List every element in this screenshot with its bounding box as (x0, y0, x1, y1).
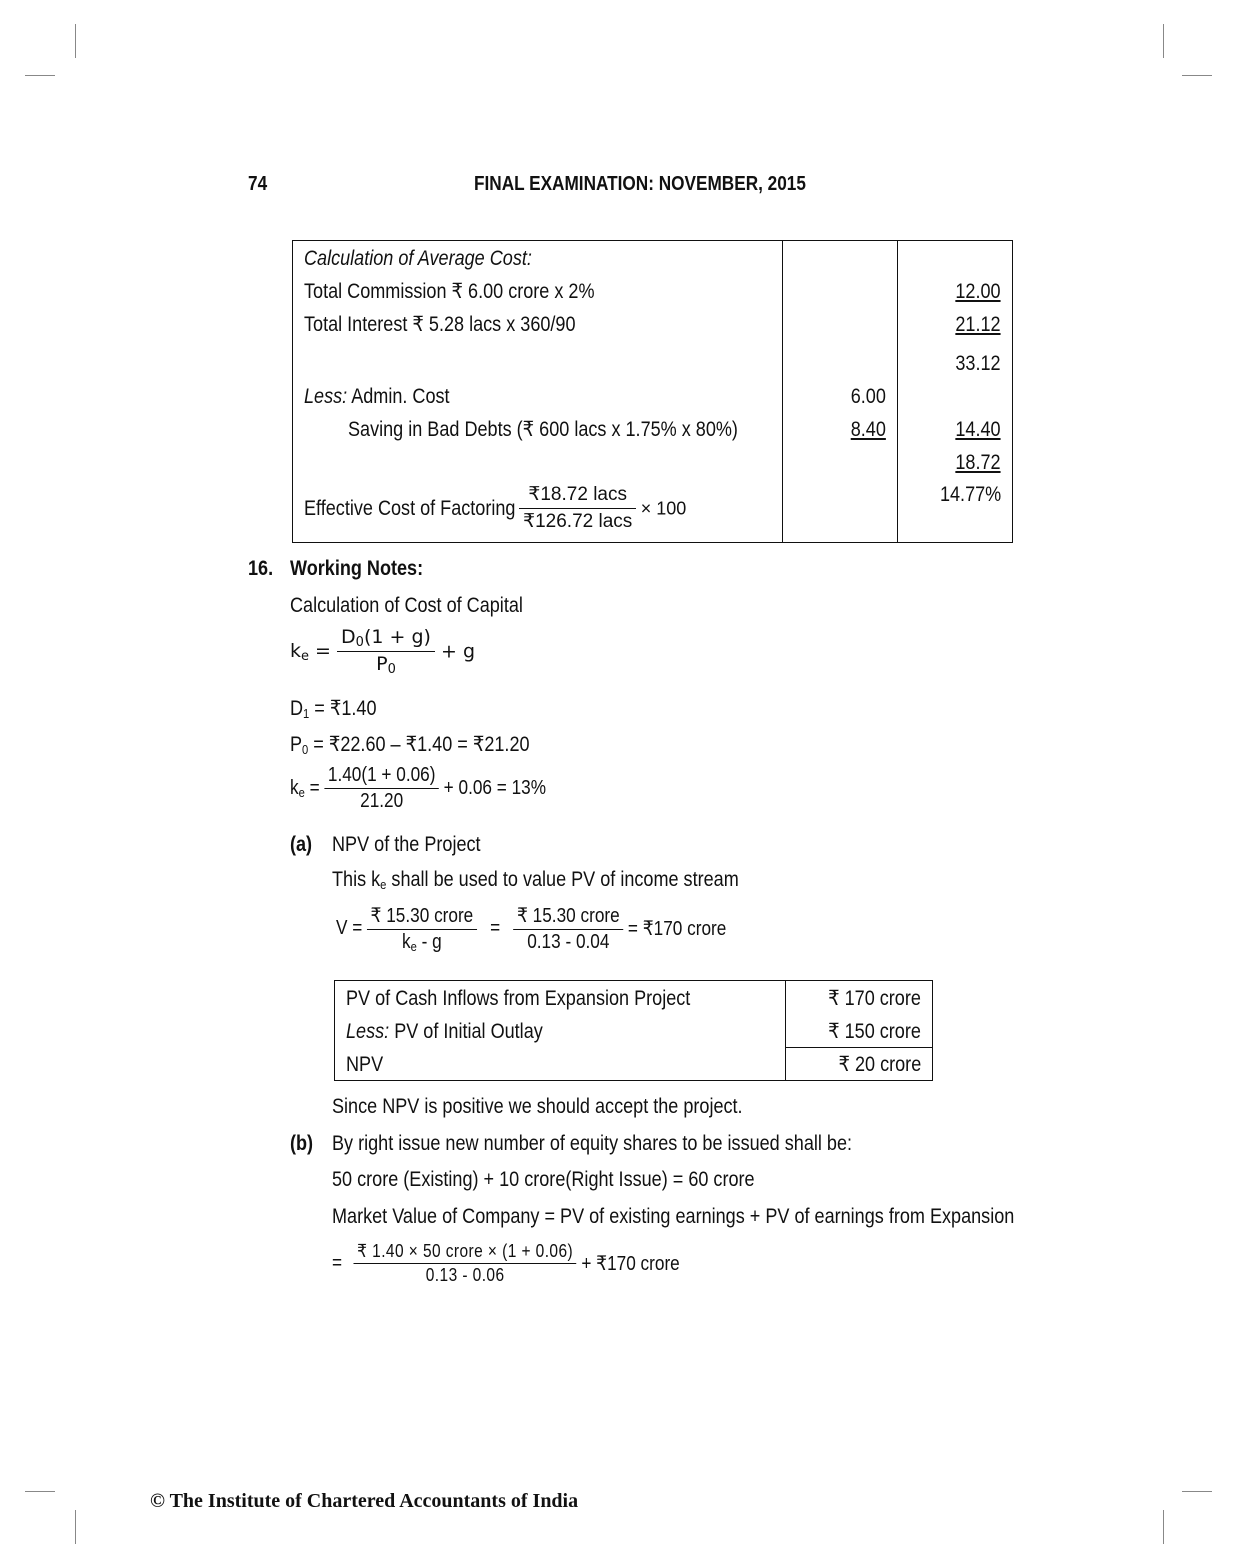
page-title: FINAL EXAMINATION: NOVEMBER, 2015 (474, 173, 806, 195)
p0-symbol: P (290, 733, 303, 756)
npv-row-label: PV of Cash Inflows from Expansion Project (346, 987, 691, 1010)
admin-cost-label: Admin. Cost (351, 385, 450, 408)
bad-debts-total: 14.40 (955, 418, 1001, 441)
part-b-label: (b) (290, 1132, 314, 1155)
commission-label: Total Commission ₹ 6.00 crore x 2% (304, 280, 595, 303)
average-cost-table (292, 240, 1013, 543)
npv-row-value: ₹ 170 crore (828, 987, 921, 1010)
v-den2: 0.13 - 0.04 (527, 931, 610, 953)
line1-subscript: e (380, 877, 387, 892)
crop-mark (1163, 24, 1164, 58)
effective-multiplier: × 100 (640, 498, 687, 519)
v-num1: ₹ 15.30 crore (367, 903, 477, 930)
p0-subscript: 0 (302, 742, 309, 757)
npv-row-value: ₹ 150 crore (828, 1020, 921, 1043)
outlay-label: PV of Initial Outlay (394, 1020, 543, 1043)
v-den1: k (402, 931, 411, 953)
v-den1-sub: e (410, 939, 417, 954)
effective-cost-fraction (519, 483, 686, 534)
growth-term: (1 + g) (363, 626, 431, 648)
effective-cost-value: 14.77% (939, 483, 1001, 506)
d1-symbol: D (290, 697, 304, 720)
value-formula (336, 903, 726, 954)
d0-symbol: D (341, 626, 356, 648)
page-number: 74 (248, 173, 268, 195)
less-label: Less: (346, 1020, 390, 1043)
v-den1-rest: - g (416, 931, 442, 953)
npv-row-label (346, 1020, 543, 1044)
interest-label: Total Interest ₹ 5.28 lacs x 360/90 (304, 313, 576, 336)
question-number: 16. (248, 557, 274, 580)
admin-cost-row (304, 385, 450, 409)
subtotal-value: 33.12 (955, 352, 1001, 375)
d0-subscript: 0 (355, 635, 364, 650)
copyright-footer: © The Institute of Chartered Accountants of India (150, 1490, 579, 1512)
table-heading: Calculation of Average Cost: (304, 247, 532, 270)
ke-calc-numerator: 1.40(1 + 0.06) (324, 764, 438, 789)
bad-debts-label: Saving in Bad Debts (₹ 600 lacs x 1.75% x 80%) (348, 418, 738, 441)
ke-symbol: k (290, 639, 302, 662)
market-value-formula (332, 1241, 680, 1286)
d1-value: = ₹1.40 (309, 697, 377, 720)
plus-g: + g (440, 640, 476, 663)
crop-mark (25, 75, 55, 76)
part-b-line2: 50 crore (Existing) + 10 crore(Right Issue) = 60 crore (332, 1168, 755, 1191)
mv-numerator: ₹ 1.40 × 50 crore × (1 + 0.06) (354, 1241, 577, 1264)
part-a-title: NPV of the Project (332, 833, 481, 856)
crop-mark (75, 1510, 76, 1544)
p0-line (290, 733, 530, 762)
npv-row-value: ₹ 20 crore (838, 1053, 921, 1076)
part-b-line1: By right issue new number of equity shares to be issued shall be: (332, 1132, 853, 1155)
ke-calculation: $k_e$ = $\frac{1.40(1 + 0.06)}{21.20}$ + 0.06 = 13% (290, 764, 547, 812)
npv-row-label: NPV (346, 1053, 384, 1076)
mv-denominator: 0.13 - 0.06 (425, 1265, 505, 1285)
part-a-line1 (332, 868, 739, 897)
ke-subscript: e (301, 648, 310, 664)
mv-eq: = (332, 1252, 343, 1274)
v-lhs: V = (336, 917, 363, 939)
crop-mark (75, 24, 76, 58)
admin-cost-value: 6.00 (850, 385, 886, 408)
p0-symbol: P (376, 653, 388, 675)
effective-denominator: ₹126.72 lacs (523, 511, 633, 532)
npv-table (334, 980, 933, 1081)
less-label: Less: (304, 385, 348, 408)
ke-formula: $k_e$ = $\frac{D_0(1 + g)}{P_0}$ + g (290, 626, 476, 677)
p0-subscript: 0 (387, 662, 396, 677)
crop-mark (25, 1491, 55, 1492)
page-header (248, 172, 1008, 196)
effective-cost-label: Effective Cost of Factoring (304, 497, 516, 520)
crop-mark (1182, 75, 1212, 76)
part-a-conclusion: Since NPV is positive we should accept the project. (332, 1095, 743, 1118)
net-total-value: 18.72 (955, 451, 1001, 474)
effective-numerator: ₹18.72 lacs (519, 483, 636, 509)
p0-value: = ₹22.60 – ₹1.40 = ₹21.20 (308, 733, 530, 756)
sub-heading: Calculation of Cost of Capital (290, 594, 523, 617)
crop-mark (1182, 1491, 1212, 1492)
line1-pre: This k (332, 868, 381, 891)
commission-value: 12.00 (955, 280, 1001, 303)
d1-line (290, 697, 376, 726)
part-b-line3: Market Value of Company = PV of existing earnings + PV of earnings from Expansion (332, 1205, 1015, 1228)
v-eq: = (490, 917, 501, 939)
v-num2: ₹ 15.30 crore (514, 903, 624, 930)
part-a-label: (a) (290, 833, 313, 856)
v-result: = ₹170 crore (627, 918, 727, 940)
line1-post: shall be used to value PV of income stream (386, 868, 739, 891)
bad-debts-value: 8.40 (850, 418, 886, 441)
section-heading: Working Notes: (290, 557, 424, 580)
crop-mark (1163, 1510, 1164, 1544)
d1-subscript: 1 (303, 706, 310, 721)
ke-calc-denominator: 21.20 (360, 790, 404, 812)
ke-calc-result: + 0.06 = 13% (443, 777, 547, 799)
mv-rest: + ₹170 crore (581, 1253, 680, 1275)
interest-value: 21.12 (955, 313, 1001, 336)
